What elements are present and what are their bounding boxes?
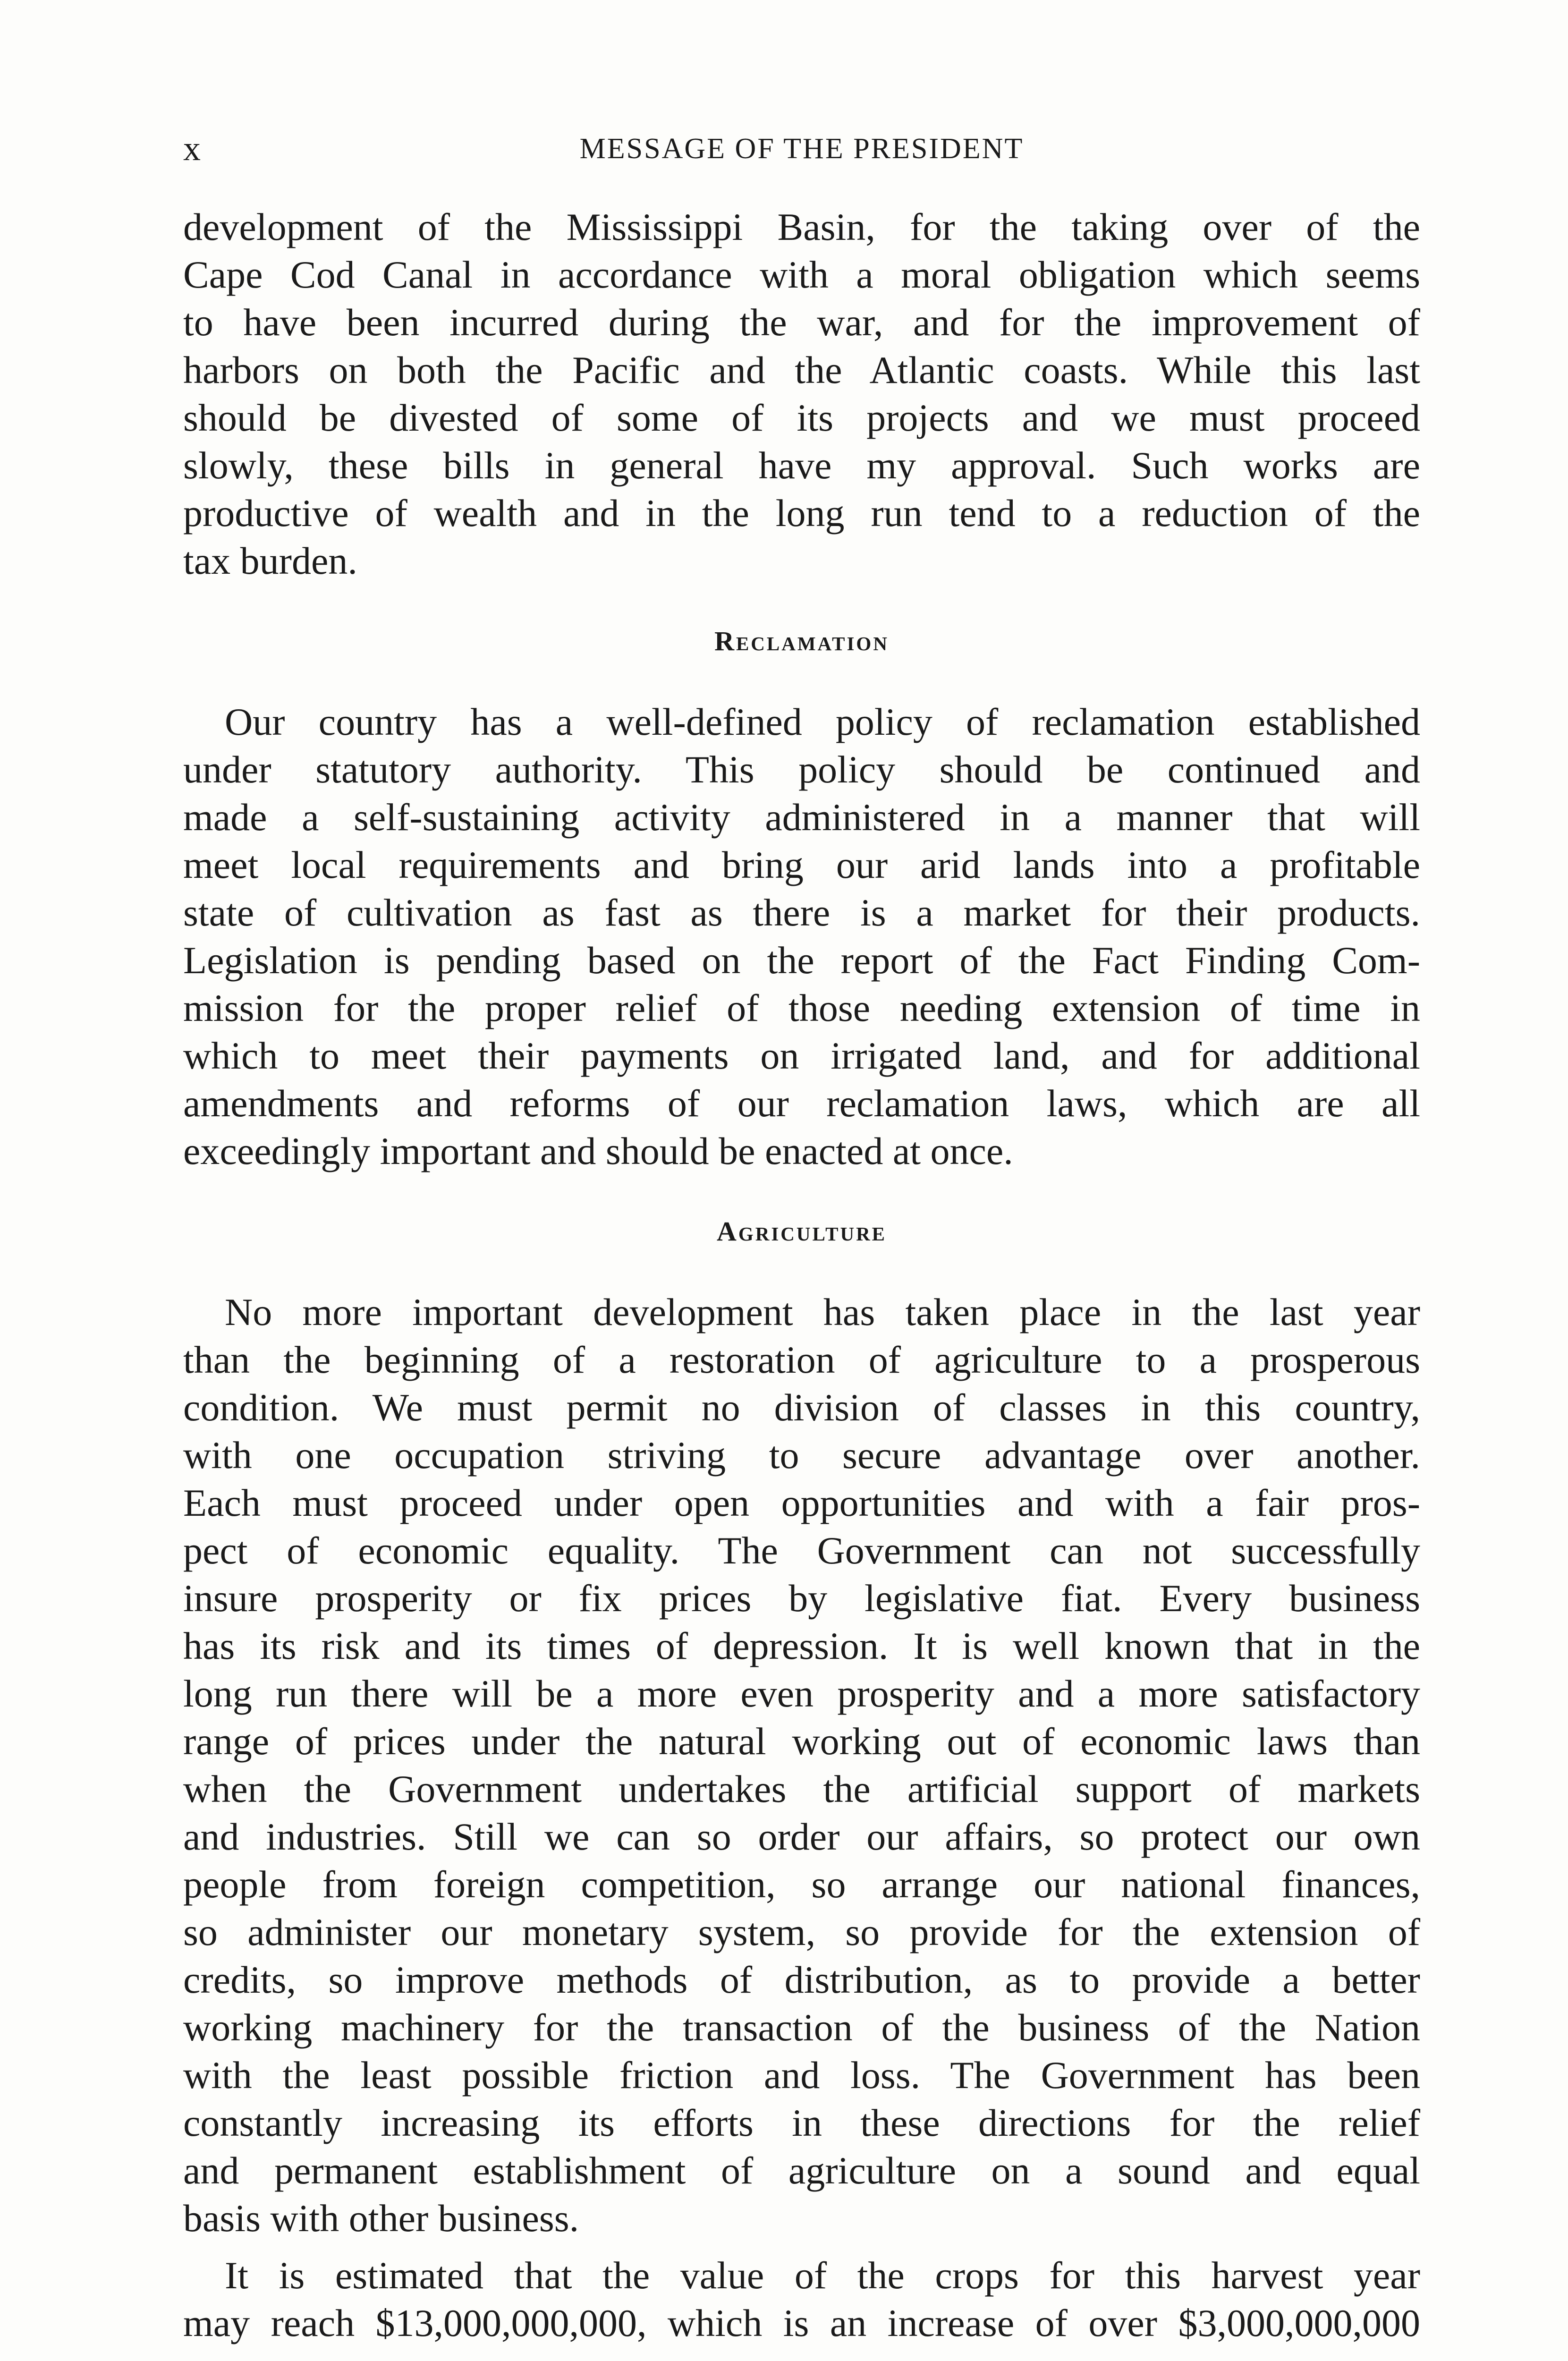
text-line: slowly, these bills in general have my approval. Such works are (183, 444, 1420, 487)
text-line: amendments and reforms of our reclamation laws, which are all (183, 1082, 1420, 1125)
text-line: when the Government undertakes the artificial support of markets (183, 1767, 1420, 1810)
paragraph (183, 1288, 1420, 2242)
text-line: made a self-sustaining activity administered in a manner that will (183, 796, 1420, 839)
section-heading-agriculture: Agriculture (716, 1216, 887, 1247)
text-line: productive of wealth and in the long run tend to a reduction of the (183, 492, 1420, 535)
text-line: people from foreign competition, so arrange our national finances, (183, 1863, 1420, 1906)
text-line: credits, so improve methods of distribution, as to provide a better (183, 1958, 1420, 2001)
text-line: than the beginning of a restoration of agriculture to a prosperous (183, 1338, 1420, 1381)
paragraph (183, 698, 1420, 1175)
text-line: to have been incurred during the war, and for the improvement of (183, 301, 1420, 344)
text-line: may reach $13,000,000,000, which is an increase of over $3,000,000,000 (183, 2302, 1420, 2344)
text-line: so administer our monetary system, so provide for the extension of (183, 1911, 1420, 1953)
text-line: long run there will be a more even prosperity and a more satisfactory (183, 1672, 1420, 1715)
text-line: Cape Cod Canal in accordance with a moral obligation which seems (183, 253, 1420, 296)
text-line: working machinery for the transaction of the business of the Nation (183, 2006, 1420, 2049)
body-text (183, 203, 1420, 2347)
text-line: harbors on both the Pacific and the Atlantic coasts. While this last (183, 348, 1420, 391)
text-line: constantly increasing its efforts in these directions for the relief (183, 2101, 1420, 2144)
text-line: meet local requirements and bring our arid lands into a profitable (183, 843, 1420, 886)
text-line: and permanent establishment of agriculture on a sound and equal (183, 2149, 1420, 2192)
text-line: Legislation is pending based on the report of the Fact Finding Com- (183, 939, 1420, 982)
text-line: Each must proceed under open opportunities and with a fair pros- (183, 1481, 1420, 1524)
text-line: state of cultivation as fast as there is a market for their products. (183, 891, 1420, 934)
paragraph (183, 2251, 1420, 2347)
text-line: with one occupation striving to secure advantage over another. (183, 1434, 1420, 1477)
text-line: It is estimated that the value of the crops for this harvest year (225, 2254, 1420, 2297)
text-line: range of prices under the natural working out of economic laws than (183, 1720, 1420, 1763)
text-line: and industries. Still we can so order our affairs, so protect our own (183, 1815, 1420, 1858)
text-line: has its risk and its times of depression. It is well known that in the (183, 1624, 1420, 1667)
running-title: MESSAGE OF THE PRESIDENT (579, 133, 1024, 165)
text-line: Our country has a well-defined policy of reclamation established (225, 700, 1420, 743)
text-line: under statutory authority. This policy should be continued and (183, 748, 1420, 791)
running-head (183, 127, 1420, 170)
text-line: exceedingly important and should be enacted at once. (183, 1130, 1013, 1172)
page-number: x (183, 129, 201, 168)
text-line: pect of economic equality. The Government can not successfully (183, 1529, 1420, 1572)
text-line: mission for the proper relief of those needing extension of time in (183, 986, 1420, 1029)
text-line: development of the Mississippi Basin, for the taking over of the (183, 205, 1420, 248)
text-line: should be divested of some of its projects and we must proceed (183, 396, 1420, 439)
text-line: tax burden. (183, 539, 357, 582)
section-heading-reclamation: Reclamation (714, 626, 889, 656)
paragraph (183, 203, 1420, 585)
text-line: No more important development has taken place in the last year (225, 1291, 1420, 1333)
text-line: insure prosperity or fix prices by legislative fiat. Every business (183, 1577, 1420, 1620)
text-line: which to meet their payments on irrigated land, and for additional (183, 1034, 1420, 1077)
text-line: with the least possible friction and loss. The Government has been (183, 2054, 1420, 2097)
text-line: condition. We must permit no division of classes in this country, (183, 1386, 1420, 1429)
text-line: basis with other business. (183, 2197, 579, 2240)
